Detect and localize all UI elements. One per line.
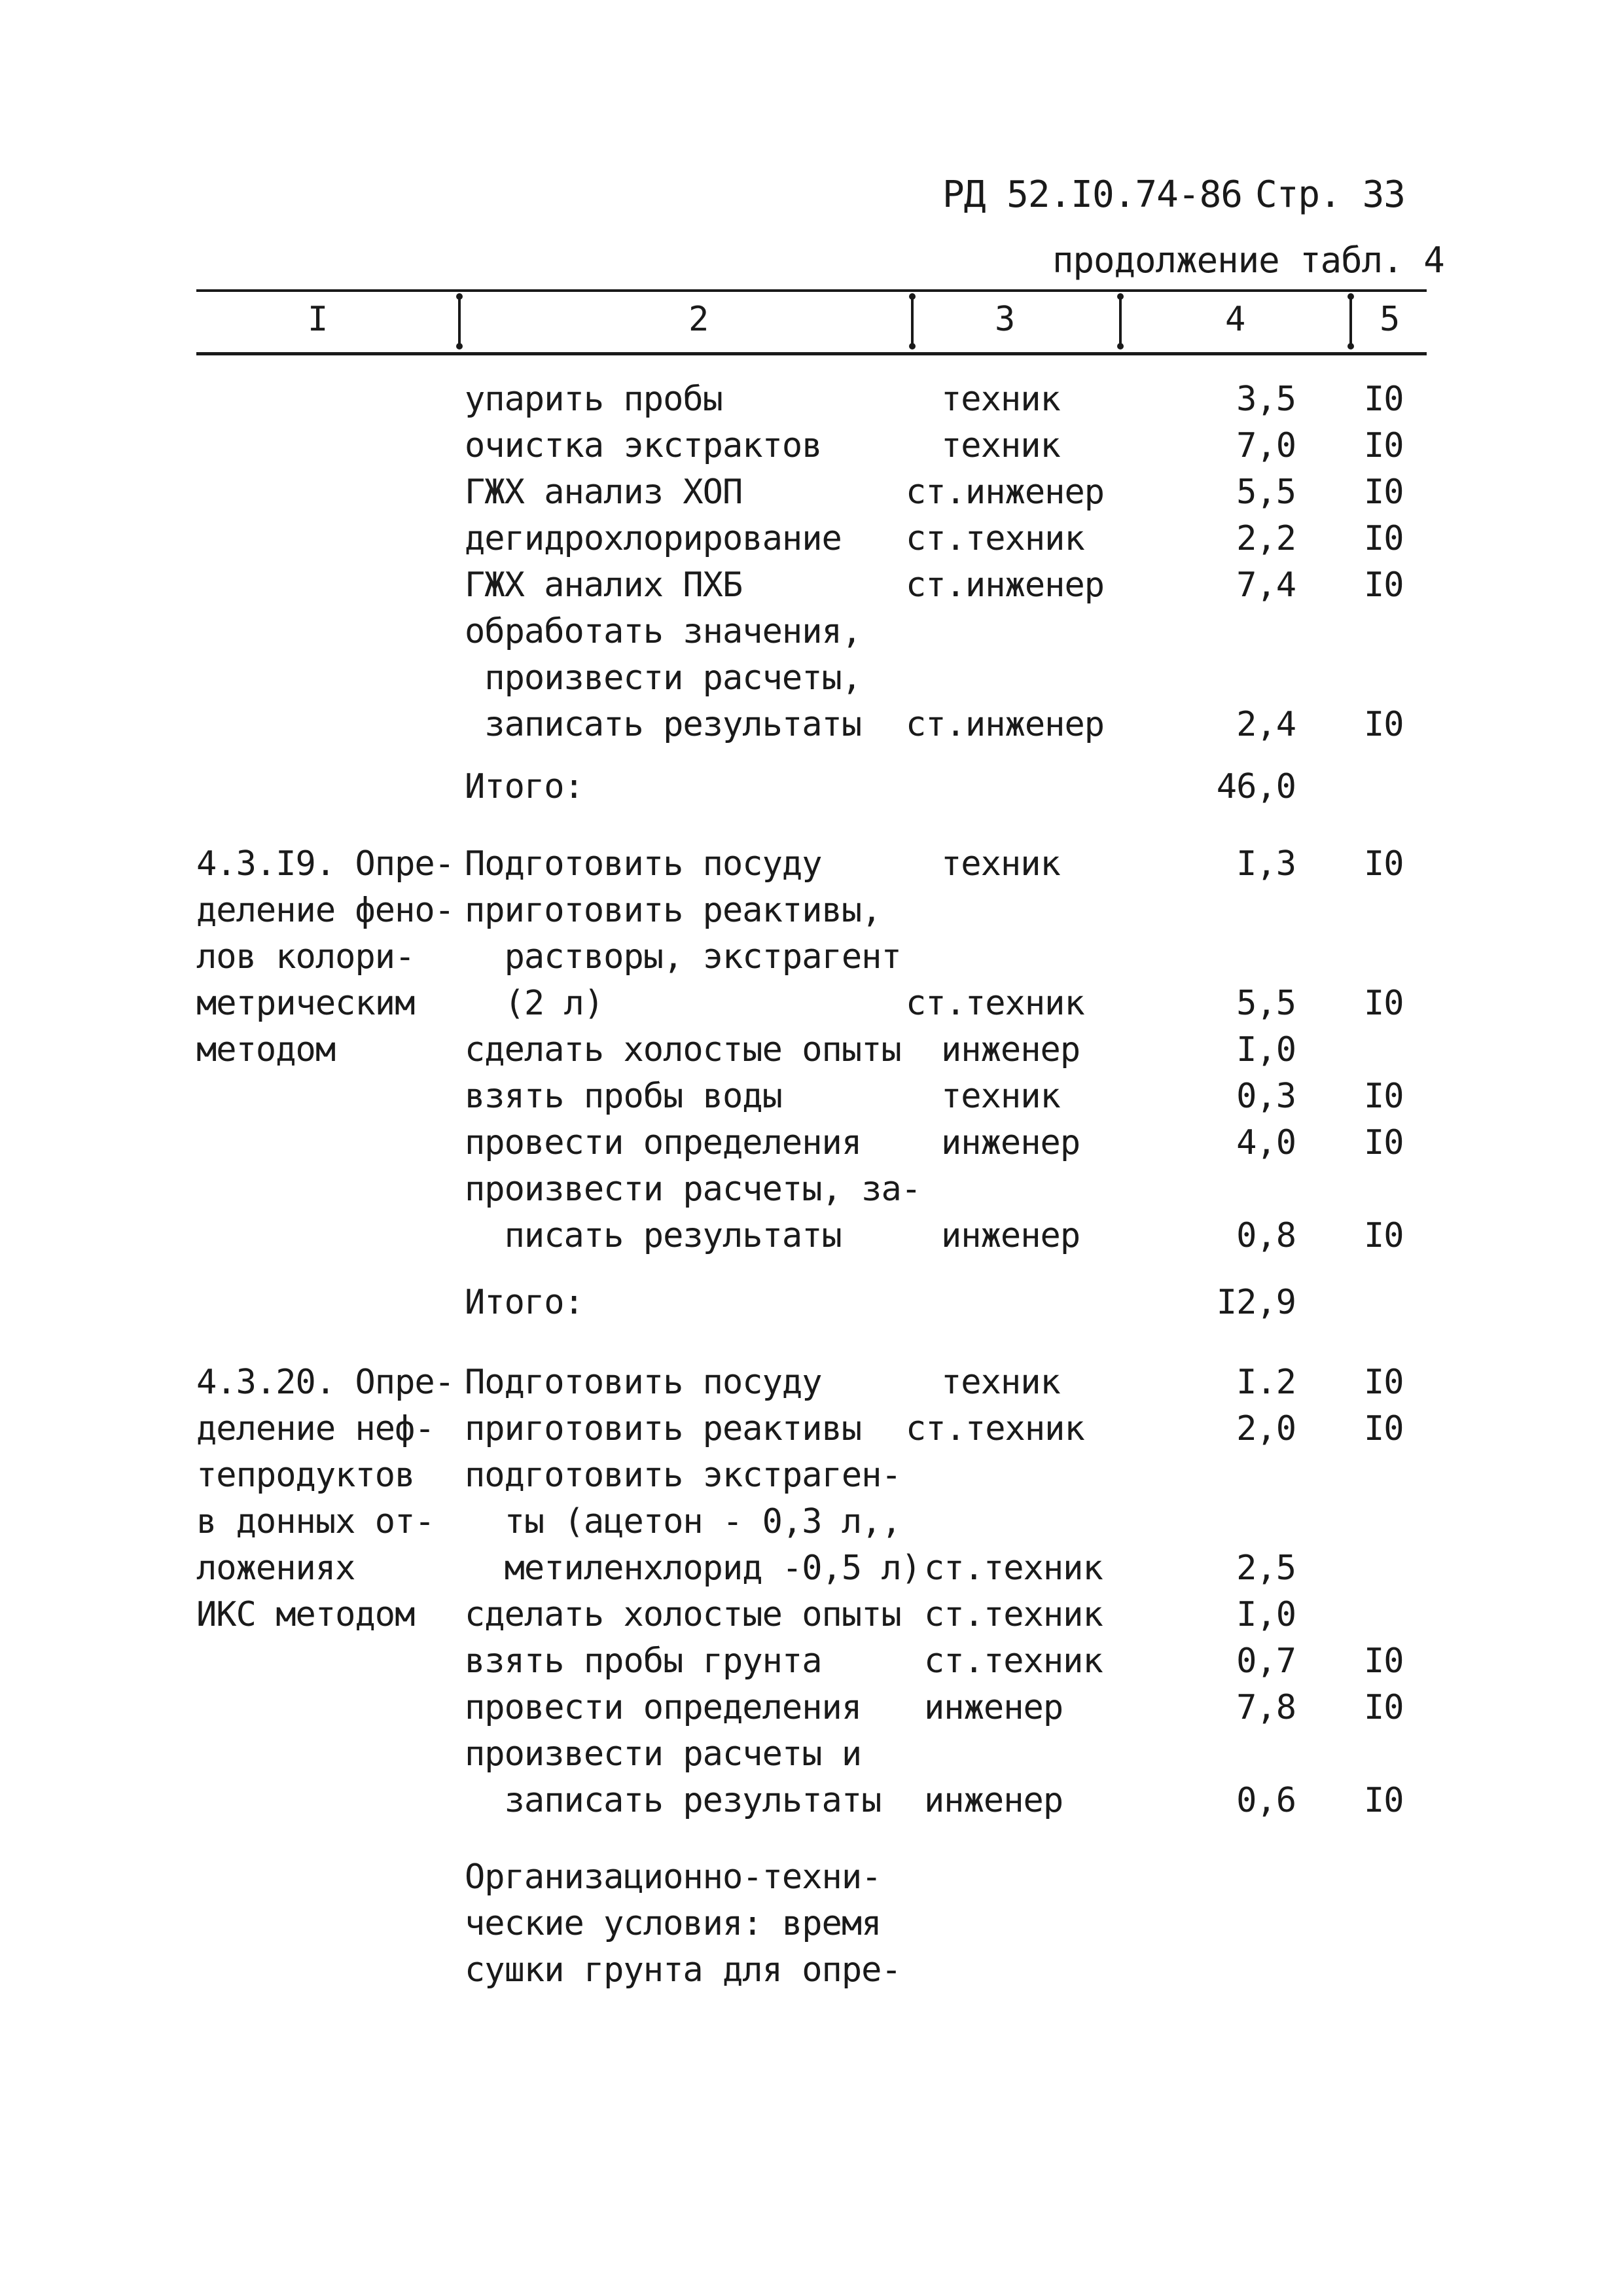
task-cell: растворы, экстрагент — [465, 937, 901, 977]
task-cell: подготовить экстраген- — [465, 1456, 901, 1495]
total-label: Итого: — [465, 1283, 584, 1322]
column-header-1: I — [308, 300, 328, 339]
task-cell: метиленхлорид -0,5 л) — [465, 1549, 921, 1588]
task-cell: сделать холостые опыты — [465, 1595, 901, 1634]
count-cell: I0 — [1364, 473, 1404, 512]
section-title-line: 4.3.20. Опре- — [196, 1363, 454, 1402]
staff-cell: ст.техник — [906, 1409, 1084, 1448]
task-cell: ГЖХ анализ ХОП — [465, 473, 743, 512]
task-cell: писать результаты — [465, 1216, 842, 1255]
section-title-line: ложениях — [196, 1549, 355, 1588]
task-cell: Подготовить посуду — [465, 844, 822, 884]
table-header-bottom-rule — [196, 352, 1427, 355]
task-cell: ты (ацетон - 0,3 л,, — [465, 1502, 901, 1541]
task-cell: провести определения — [465, 1688, 862, 1727]
staff-cell: ст.инженер — [906, 473, 1105, 512]
staff-cell: ст.инженер — [906, 705, 1105, 744]
task-cell: приготовить реактивы, — [465, 891, 882, 930]
staff-cell: техник — [941, 426, 1060, 465]
staff-cell: техник — [941, 844, 1060, 884]
task-cell: произвести расчеты, — [465, 658, 862, 698]
count-cell: I0 — [1364, 1781, 1404, 1820]
section-title-line: лов колори- — [196, 937, 415, 977]
hours-cell: I.2 — [1236, 1363, 1296, 1402]
task-cell: дегидрохлорирование — [465, 519, 842, 558]
section-title-line: ИКС методом — [196, 1595, 415, 1634]
section-title-line: 4.3.I9. Опре- — [196, 844, 454, 884]
hours-cell: 7,8 — [1236, 1688, 1296, 1727]
hours-cell: 5,5 — [1236, 984, 1296, 1023]
column-header-4: 4 — [1225, 300, 1245, 339]
note-line: сушки грунта для опре- — [465, 1950, 901, 1990]
hours-cell: 7,4 — [1236, 565, 1296, 605]
hours-cell: 2,0 — [1236, 1409, 1296, 1448]
staff-cell: ст.техник — [906, 519, 1084, 558]
section-title-line: методом — [196, 1030, 336, 1069]
count-cell: I0 — [1364, 1363, 1404, 1402]
document-reference: РД 52.I0.74-86 — [942, 173, 1243, 216]
hours-cell: 0,8 — [1236, 1216, 1296, 1255]
count-cell: I0 — [1364, 705, 1404, 744]
column-header-3: 3 — [995, 300, 1015, 339]
count-cell: I0 — [1364, 380, 1404, 419]
count-cell: I0 — [1364, 1077, 1404, 1116]
count-cell: I0 — [1364, 426, 1404, 465]
column-header-2: 2 — [688, 300, 709, 339]
task-cell: (2 л) — [465, 984, 604, 1023]
hours-cell: 7,0 — [1236, 426, 1296, 465]
staff-cell: техник — [941, 1077, 1060, 1116]
section-title-line: тепродуктов — [196, 1456, 415, 1495]
task-cell: очистка экстрактов — [465, 426, 822, 465]
count-cell: I0 — [1364, 1641, 1404, 1681]
column-separator — [1349, 296, 1352, 347]
staff-cell: инженер — [941, 1123, 1080, 1162]
staff-cell: ст.техник — [924, 1549, 1103, 1588]
hours-cell: 0,6 — [1236, 1781, 1296, 1820]
hours-cell: 0,3 — [1236, 1077, 1296, 1116]
column-separator — [1119, 296, 1122, 347]
task-cell: упарить пробы — [465, 380, 722, 419]
task-cell: взять пробы грунта — [465, 1641, 822, 1681]
count-cell: I0 — [1364, 984, 1404, 1023]
note-line: Организационно-техни- — [465, 1857, 882, 1897]
section-title-line: деление фено- — [196, 891, 454, 930]
staff-cell: техник — [941, 1363, 1060, 1402]
staff-cell: ст.инженер — [906, 565, 1105, 605]
task-cell: произвести расчеты и — [465, 1734, 862, 1774]
count-cell: I0 — [1364, 565, 1404, 605]
staff-cell: ст.техник — [924, 1595, 1103, 1634]
staff-cell: ст.техник — [924, 1641, 1103, 1681]
hours-cell: 0,7 — [1236, 1641, 1296, 1681]
hours-cell: 2,5 — [1236, 1549, 1296, 1588]
hours-cell: I,0 — [1236, 1595, 1296, 1634]
count-cell: I0 — [1364, 519, 1404, 558]
task-cell: сделать холостые опыты — [465, 1030, 901, 1069]
task-cell: записать результаты — [465, 1781, 882, 1820]
table-continuation-label: продолжение табл. 4 — [1052, 240, 1444, 281]
total-label: Итого: — [465, 767, 584, 806]
staff-cell: инженер — [941, 1216, 1080, 1255]
count-cell: I0 — [1364, 1123, 1404, 1162]
staff-cell: техник — [941, 380, 1060, 419]
hours-cell: 2,2 — [1236, 519, 1296, 558]
column-separator — [911, 296, 914, 347]
hours-cell: 5,5 — [1236, 473, 1296, 512]
task-cell: Подготовить посуду — [465, 1363, 822, 1402]
task-cell: провести определения — [465, 1123, 862, 1162]
section-title-line: в донных от- — [196, 1502, 435, 1541]
table-top-rule — [196, 289, 1427, 292]
task-cell: ГЖХ аналих ПХБ — [465, 565, 743, 605]
section-title-line: деление неф- — [196, 1409, 435, 1448]
hours-cell: I,3 — [1236, 844, 1296, 884]
hours-cell: 4,0 — [1236, 1123, 1296, 1162]
task-cell: приготовить реактивы — [465, 1409, 862, 1448]
note-line: ческие условия: время — [465, 1904, 882, 1943]
count-cell: I0 — [1364, 1688, 1404, 1727]
task-cell: обработать значения, — [465, 612, 862, 651]
count-cell: I0 — [1364, 1216, 1404, 1255]
total-value: 46,0 — [1216, 767, 1296, 806]
task-cell: произвести расчеты, за- — [465, 1170, 921, 1209]
hours-cell: 2,4 — [1236, 705, 1296, 744]
staff-cell: инженер — [924, 1688, 1063, 1727]
staff-cell: инженер — [941, 1030, 1080, 1069]
page-number: Стр. 33 — [1255, 173, 1406, 216]
hours-cell: 3,5 — [1236, 380, 1296, 419]
task-cell: записать результаты — [465, 705, 862, 744]
task-cell: взять пробы воды — [465, 1077, 782, 1116]
column-separator — [458, 296, 461, 347]
staff-cell: инженер — [924, 1781, 1063, 1820]
column-header-5: 5 — [1380, 300, 1400, 339]
staff-cell: ст.техник — [906, 984, 1084, 1023]
total-value: I2,9 — [1216, 1283, 1296, 1322]
hours-cell: I,0 — [1236, 1030, 1296, 1069]
count-cell: I0 — [1364, 844, 1404, 884]
section-title-line: метрическим — [196, 984, 415, 1023]
count-cell: I0 — [1364, 1409, 1404, 1448]
